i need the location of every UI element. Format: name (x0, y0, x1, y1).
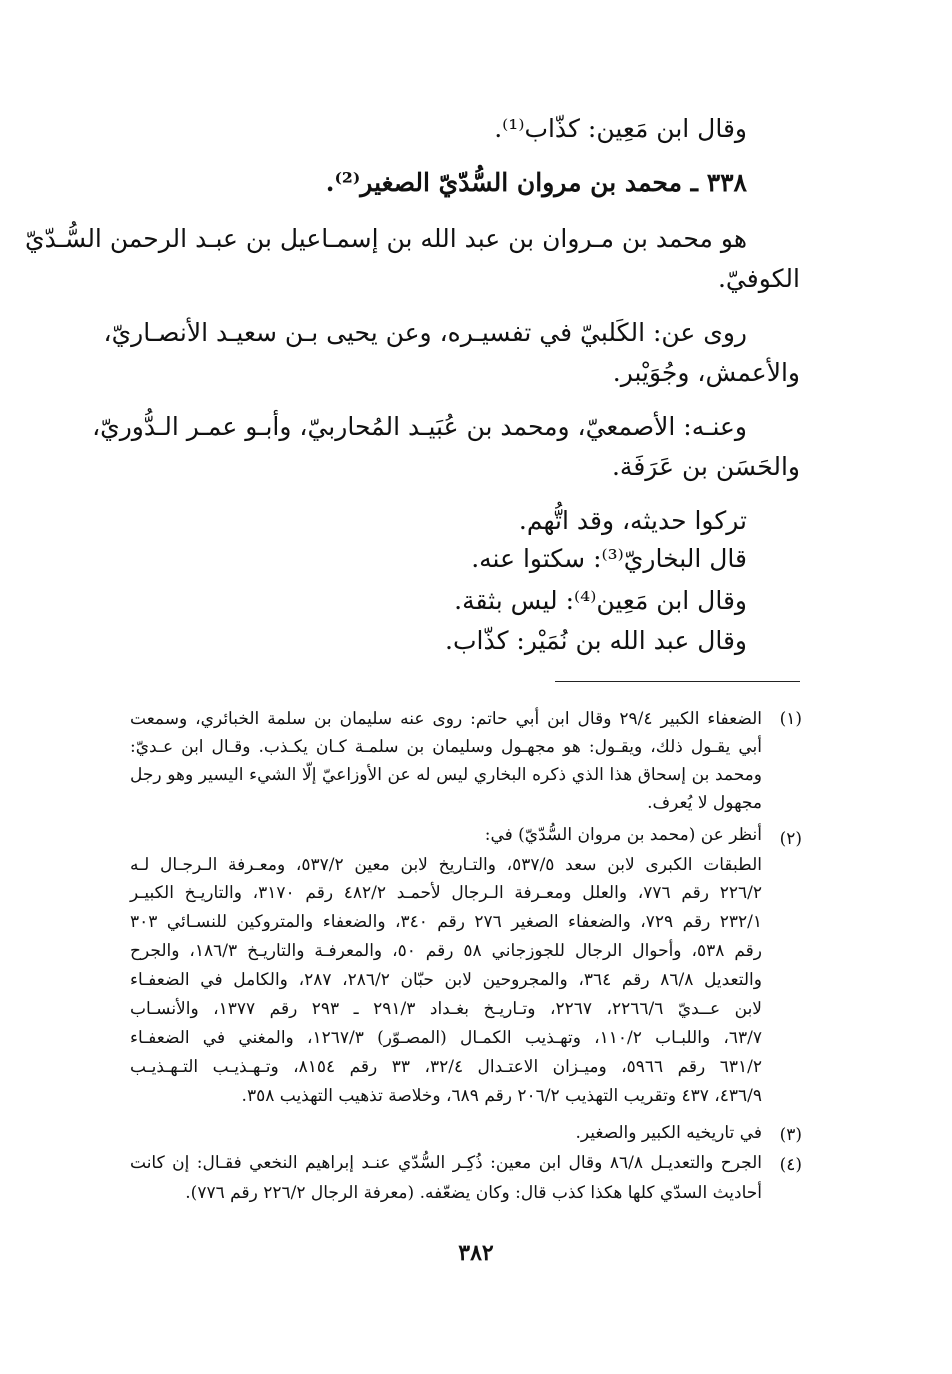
footnote-1-line-d: مجهول لا يُعرف. (647, 793, 762, 813)
footnote-2-line-f: والتعديل ٨٦/٨ رقم ٣٦٤، والمجروحين لابن حبّان ٢٨٦/٢، ٢٨٧، والكامل في الضعفـاء (130, 970, 762, 990)
footnote-2-line-c: ٢٢٦/٢ رقم ٧٧٦، والعلل ومعـرفة الـرجال لأحمـد ٤٨٢/٢ رقم ٣١٧٠، والتاريـخ الكبيـر (130, 883, 762, 903)
body-line-9: وقال عبد الله بن نُمَيْر: كذّاب. (445, 626, 747, 655)
footnote-number-1: (١) (779, 709, 802, 729)
body-line-4a: روى عن: الكَلبيّ في تفسيـره، وعن يحيى بـن سعيـد الأنصـاريّ، (103, 318, 747, 347)
body-line-1: وقال ابن مَعِين: كذّاب⁽¹⁾. (494, 114, 747, 143)
body-line-6: تركوا حديثه، وقد اتُّهم. (518, 506, 747, 535)
footnote-4-line-b: أحاديث السدّي كلها هكذا كذب قال: وكان يضعّفه. (معرفة الرجال ٢٢٦/٢ رقم ٧٧٦). (185, 1183, 762, 1203)
footnote-2-line-d: ٢٣٢/١ رقم ٧٢٩، والضعفاء الصغير ٢٧٦ رقم ٣٤٠، والضعفاء والمتروكين للنسـائي ٣٠٣ (130, 912, 762, 932)
footnote-2-line-b: الطبقات الكبرى لابن سعد ٥٣٧/٥، والتـاريخ لابن معين ٥٣٧/٢، ومعـرفة الـرجـال لـه (130, 855, 762, 875)
footnote-2-line-i: ٦٣١/٢ رقم ٥٩٦٦، وميـزان الاعتـدال ٣٢/٤، ٣٣ رقم ٨١٥٤، وتـهـذيـب التـهـذيـب (130, 1057, 762, 1077)
footnote-2-line-e: رقم ٥٣٨، وأحوال الرجال للجوزجاني ٥٨ رقم ٥٠، والمعرفـة والتاريـخ ١٨٦/٣، والجرح (130, 941, 762, 961)
body-line-5b: والحَسَن بن عَرَفَة. (611, 452, 800, 481)
footnote-4-line-a: الجرح والتعديـل ٨٦/٨ وقال ابن معين: ذُكِـر السُّدّي عنـد إبراهيم النخعي فقـال: إن كانت (130, 1153, 762, 1173)
footnote-2-line-j: ٤٣٦/٩، ٤٣٧ وتقريب التهذيب ٢٠٦/٢ رقم ٦٨٩، وخلاصة تذهيب التهذيب ٣٥٨. (241, 1086, 762, 1106)
body-line-3a: هو محمد بن مـروان بن عبد الله بن إسمـاعيل بن عبـد الرحمن السُّـدّيّ (25, 224, 747, 253)
footnote-1-line-c: ومحمد بن إسحاق هذا الذي ذكره البخاري ليس له عن الأوزاعيّ إلّا الشيء اليسير وهو رجل (130, 765, 762, 785)
footnote-3-line-a: في تاريخيه الكبير والصغير. (575, 1123, 762, 1143)
body-line-7: قال البخاريّ⁽³⁾: سكتوا عنه. (471, 544, 747, 573)
footnote-2-line-a: أنظر عن (محمد بن مروان السُّدّيّ) في: (484, 825, 762, 845)
footnote-1-line-a: الضعفاء الكبير ٢٩/٤ وقال ابن أبي حاتم: روى عنه سليمان بن سلمة الخبائري، وسمعت (130, 709, 763, 729)
footnote-2-line-g: لابن عــديّ ٢٢٦٦/٦، ٢٢٦٧، وتـاريـخ بغـداد ٢٩١/٣ ـ ٢٩٣ رقم ١٣٧٧، والأنسـاب (130, 999, 762, 1019)
footnote-2-line-h: ٦٣/٧، واللبـاب ١١٠/٢، وتهـذيب الكمـال (المصـوّر) ١٢٦٧/٣، والمغني في الضعفـاء (130, 1028, 762, 1048)
body-line-8: وقال ابن مَعِين⁽⁴⁾: ليس بثقة. (454, 586, 747, 615)
footnote-number-2: (٢) (779, 829, 802, 849)
footnote-separator (555, 681, 800, 682)
footnote-number-4: (٤) (779, 1155, 802, 1175)
footnote-number-3: (٣) (779, 1125, 802, 1145)
entry-title: ٣٣٨ ـ محمد بن مروان السُّدّيّ الصغير⁽²⁾. (325, 168, 747, 197)
footnote-1-line-b: أبي يقـول ذلك، ويقـول: هو مجهـول وسليمان بن سلمـة كـان يكـذب. وقـال ابن عـديّ: (130, 737, 762, 757)
body-line-5a: وعنـه: الأصمعيّ، ومحمد بن عُبَيـد المُحاربيّ، وأبـو عمـر الـدُّوريّ، (92, 412, 747, 441)
body-line-4b: والأعمش، وجُوَيْبر. (612, 358, 800, 387)
page-number: ٣٨٢ (458, 1240, 494, 1266)
body-line-3b: الكوفيّ. (717, 264, 800, 293)
